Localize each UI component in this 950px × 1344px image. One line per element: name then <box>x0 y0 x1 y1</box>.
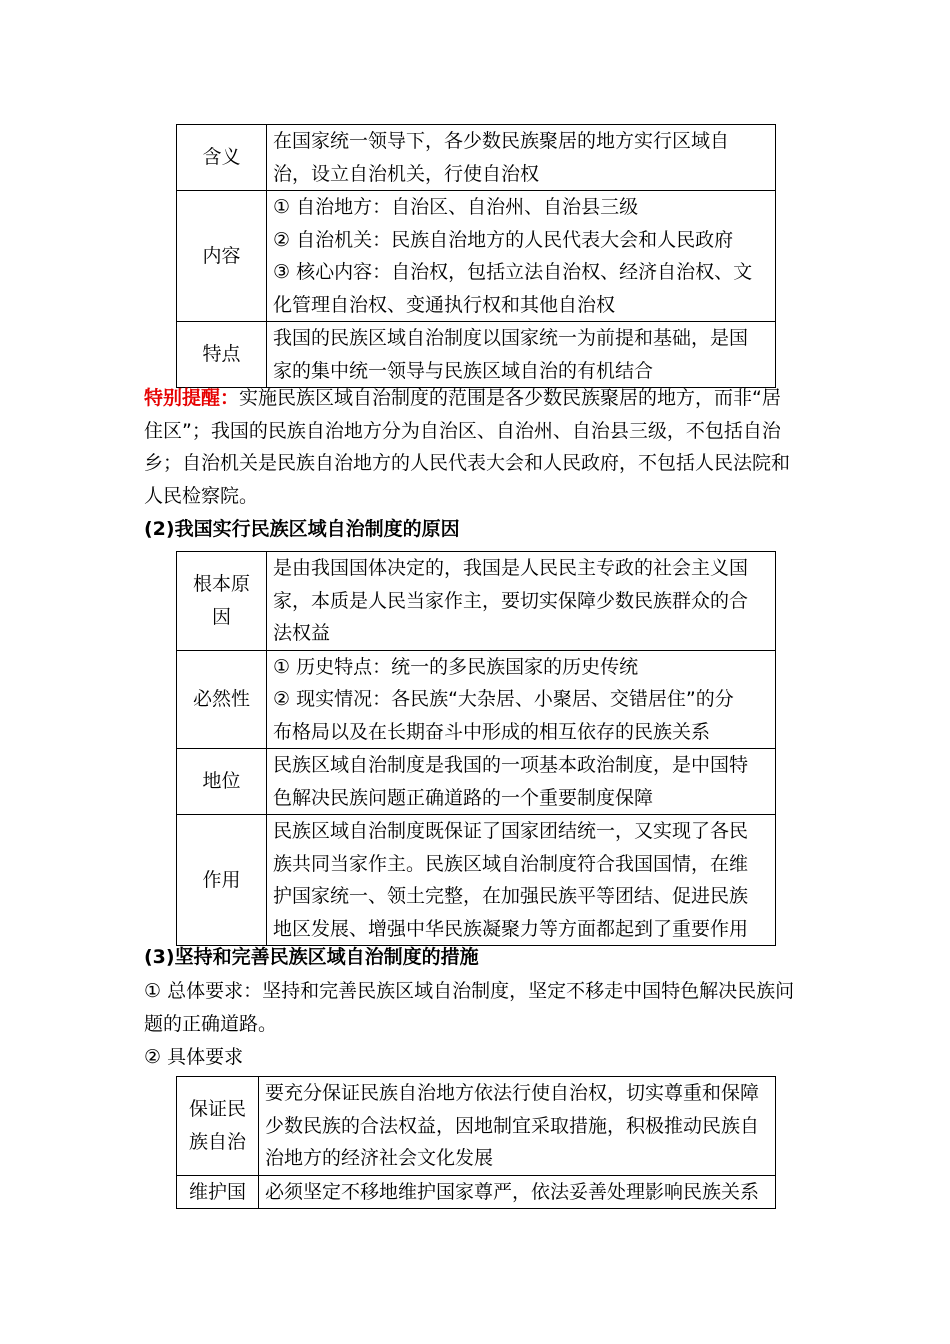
row-content: 必须坚定不移地维护国家尊严，依法妥善处理影响民族关系 <box>259 1175 776 1209</box>
specific-requirement-heading: ② 具体要求 <box>144 1046 244 1068</box>
overall-requirement: ① 总体要求：坚持和完善民族区域自治制度，坚定不移走中国特色解决民族问 题的正确道路。 <box>144 980 795 1035</box>
note-label: 特别提醒： <box>144 387 240 409</box>
section-3-title: (3)坚持和完善民族区域自治制度的措施 <box>144 946 479 968</box>
row-content: 在国家统一领导下，各少数民族聚居的地方实行区域自 治，设立自治机关，行使自治权 <box>267 125 776 191</box>
row-header: 保证民 族自治 <box>177 1077 259 1176</box>
row-header: 内容 <box>177 191 267 322</box>
row-header: 特点 <box>177 322 267 388</box>
row-content: 我国的民族区域自治制度以国家统一为前提和基础，是国 家的集中统一领导与民族区域自治的有机结合 <box>267 322 776 388</box>
section-2-title: (2)我国实行民族区域自治制度的原因 <box>144 518 460 540</box>
reasons-table <box>176 551 776 946</box>
table-row <box>177 322 776 388</box>
row-header: 含义 <box>177 125 267 191</box>
row-content: 要充分保证民族自治地方依法行使自治权，切实尊重和保障 少数民族的合法权益，因地制宜采取措施，积极推动民族自 治地方的经济社会文化发展 <box>259 1077 776 1176</box>
table-row <box>177 125 776 191</box>
table-row <box>177 552 776 651</box>
row-content: ① 自治地方：自治区、自治州、自治县三级 ② 自治机关：民族自治地方的人民代表大会和人民政府 ③ 核心内容：自治权，包括立法自治权、经济自治权、文 化管理自治权、变通执行权和其他自治权 <box>267 191 776 322</box>
row-content: 是由我国国体决定的，我国是人民民主专政的社会主义国 家，本质是人民当家作主，要切实保障少数民族群众的合 法权益 <box>267 552 776 651</box>
table-row <box>177 191 776 322</box>
row-header: 维护国 <box>177 1175 259 1209</box>
row-content: 民族区域自治制度既保证了国家团结统一，又实现了各民 族共同当家作主。民族区域自治制度符合我国国情，在维 护国家统一、领土完整，在加强民族平等团结、促进民族 地区发展、增强中华民族凝聚力等方面都起到了重要作用 <box>267 815 776 946</box>
table-row <box>177 1175 776 1209</box>
row-header: 地位 <box>177 749 267 815</box>
table-row <box>177 650 776 749</box>
row-header: 作用 <box>177 815 267 946</box>
table-row <box>177 749 776 815</box>
row-header: 必然性 <box>177 650 267 749</box>
row-header: 根本原 因 <box>177 552 267 651</box>
requirements-table <box>176 1076 776 1209</box>
definition-table <box>176 124 776 388</box>
row-content: ① 历史特点：统一的多民族国家的历史传统 ② 现实情况：各民族“大杂居、小聚居、交错居住”的分 布格局以及在长期奋斗中形成的相互依存的民族关系 <box>267 650 776 749</box>
table-row <box>177 815 776 946</box>
row-content: 民族区域自治制度是我国的一项基本政治制度，是中国特 色解决民族问题正确道路的一个重要制度保障 <box>267 749 776 815</box>
special-note: 特别提醒：实施民族区域自治制度的范围是各少数民族聚居的地方，而非“居 住区”；我国的民族自治地方分为自治区、自治州、自治县三级，不包括自治 乡；自治机关是民族自治地方的人民代表大会和人民政府，不包括人民法院和 人民检察院。 <box>144 387 791 507</box>
table-row <box>177 1077 776 1176</box>
